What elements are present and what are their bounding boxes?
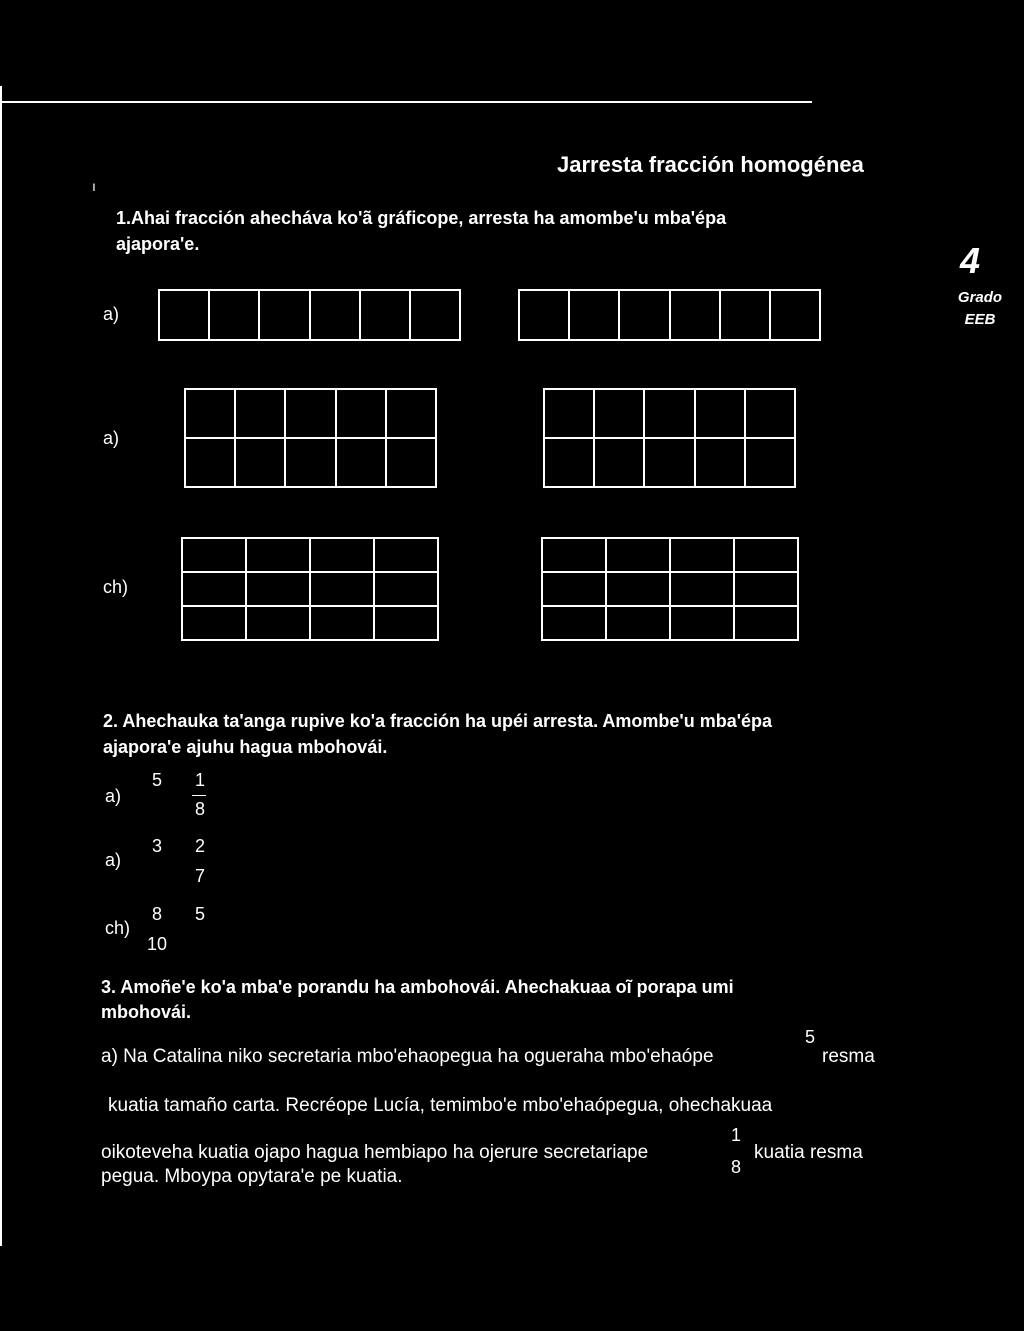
q3-paragraph-line1-end: resma	[822, 1046, 875, 1067]
q3-paragraph-line4: pegua. Mboypa opytara'e pe kuatia.	[101, 1166, 403, 1187]
q1-item-a-left-grid	[158, 289, 461, 341]
grid-cell	[670, 538, 734, 572]
grid-cell	[745, 389, 795, 438]
grid-cell	[259, 290, 309, 340]
q2-item-a-denominator: 8	[195, 799, 206, 819]
grid-cell	[544, 389, 594, 438]
grid-cell	[360, 290, 410, 340]
grid-cell	[670, 606, 734, 640]
grade-number: 4	[960, 240, 981, 281]
grid-cell	[310, 606, 374, 640]
q2-item-b-first: 3	[152, 836, 163, 856]
grid-cell	[606, 606, 670, 640]
grid-cell	[185, 389, 235, 438]
grid-cell	[670, 572, 734, 606]
q2-item-ch-second: 5	[195, 904, 206, 924]
q2-item-ch-label: ch)	[105, 918, 131, 938]
grid-cell	[606, 538, 670, 572]
q2-item-a-second: 1	[195, 770, 206, 790]
grid-cell	[285, 389, 335, 438]
grid-cell	[386, 389, 436, 438]
grid-cell	[336, 389, 386, 438]
q1-item-a-right-grid	[518, 289, 821, 341]
grid-cell	[644, 389, 694, 438]
q3-resma-fraction: 5	[805, 1027, 816, 1047]
q1-item-ch-right-grid	[541, 537, 799, 641]
q3-line1: 3. Amoñe'e ko'a mba'e porandu ha ambohovái. Ahechakuaa oĩ porapa umi	[101, 977, 734, 997]
page-title: Jarresta fracción homogénea	[557, 152, 864, 177]
grid-cell	[569, 290, 619, 340]
q3-paragraph-line2: kuatia tamaño carta. Recréope Lucía, temimbo'e mbo'ehaópegua, ohechakuaa	[108, 1095, 773, 1116]
grid-cell	[745, 438, 795, 487]
grid-cell	[374, 606, 438, 640]
grid-cell	[374, 572, 438, 606]
q2-item-b-second: 2	[195, 836, 206, 856]
grid-cell	[185, 438, 235, 487]
q3-fraction-numerator: 1	[731, 1125, 742, 1145]
grid-cell	[410, 290, 460, 340]
grid-cell	[182, 606, 246, 640]
q1-item-b-label: a)	[103, 428, 120, 448]
q2-item-b-label: a)	[105, 850, 122, 870]
q2-line2: ajapora'e ajuhu hagua mbohovái.	[103, 737, 388, 757]
q3-fraction-denominator: 8	[731, 1157, 742, 1177]
q3-line2: mbohovái.	[101, 1002, 192, 1022]
grid-cell	[644, 438, 694, 487]
grid-cell	[336, 438, 386, 487]
grid-cell	[209, 290, 259, 340]
q3-paragraph-line1: a) Na Catalina niko secretaria mbo'ehaopegua ha ogueraha mbo'ehaópe	[101, 1046, 714, 1067]
grid-cell	[695, 389, 745, 438]
grade-label: Grado	[957, 289, 1003, 306]
q3-paragraph-line3-end: kuatia resma	[754, 1142, 863, 1163]
grid-cell	[182, 572, 246, 606]
grid-cell	[159, 290, 209, 340]
grid-cell	[619, 290, 669, 340]
grid-cell	[235, 438, 285, 487]
q2-line1: 2. Ahechauka ta'anga rupive ko'a fracción ha upéi arresta. Amombe'u mba'épa	[103, 711, 773, 731]
grid-cell	[594, 438, 644, 487]
grid-cell	[720, 290, 770, 340]
grid-cell	[246, 538, 310, 572]
grid-cell	[734, 538, 798, 572]
grid-cell	[182, 538, 246, 572]
q2-item-ch-denominator: 10	[147, 934, 168, 954]
top-rule	[0, 101, 812, 103]
grid-cell	[310, 572, 374, 606]
grid-cell	[670, 290, 720, 340]
grid-cell	[734, 606, 798, 640]
grid-cell	[770, 290, 820, 340]
grid-cell	[695, 438, 745, 487]
q1-item-a-label: a)	[103, 304, 120, 324]
q1-line1: 1.Ahai fracción ahecháva ko'ã gráficope, arresta ha amombe'u mba'épa	[116, 208, 727, 228]
grid-cell	[235, 389, 285, 438]
left-rule	[0, 86, 2, 1246]
grade-badge	[950, 287, 1010, 331]
grid-cell	[542, 572, 606, 606]
grid-cell	[594, 389, 644, 438]
grid-cell	[285, 438, 335, 487]
grid-cell	[606, 572, 670, 606]
grid-cell	[246, 606, 310, 640]
grid-cell	[544, 438, 594, 487]
q1-item-ch-label: ch)	[103, 577, 129, 597]
grid-cell	[519, 290, 569, 340]
grade-level: EEB	[964, 311, 996, 328]
margin-mark: ı	[92, 178, 96, 194]
q3-paragraph-line3: oikoteveha kuatia ojapo hagua hembiapo ha ojerure secretariape	[101, 1142, 649, 1163]
grid-cell	[374, 538, 438, 572]
grid-cell	[542, 606, 606, 640]
grid-cell	[246, 572, 310, 606]
grid-cell	[734, 572, 798, 606]
q2-item-ch-first: 8	[152, 904, 163, 924]
q1-line2: ajapora'e.	[116, 234, 200, 254]
q2-item-a-first: 5	[152, 770, 163, 790]
grid-cell	[310, 290, 360, 340]
grid-cell	[542, 538, 606, 572]
q1-item-ch-left-grid	[181, 537, 439, 641]
grid-cell	[310, 538, 374, 572]
fraction-bar	[192, 795, 206, 796]
q1-item-b-right-grid	[543, 388, 796, 488]
q2-item-b-denominator: 7	[195, 866, 206, 886]
q2-item-a-label: a)	[105, 786, 122, 806]
grid-cell	[386, 438, 436, 487]
q1-item-b-left-grid	[184, 388, 437, 488]
